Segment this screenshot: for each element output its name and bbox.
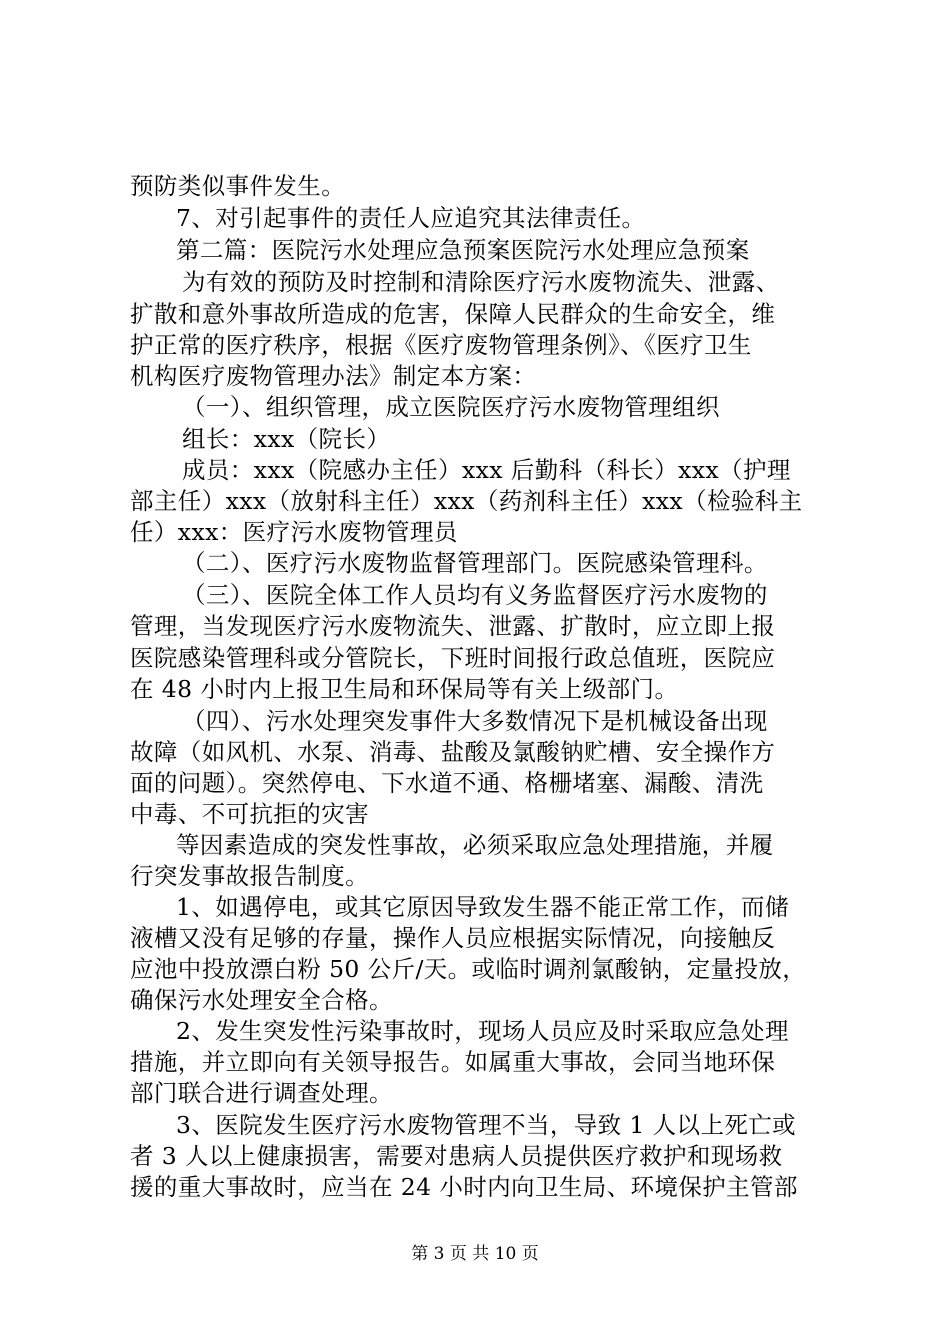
- text-line: 面的问题）。突然停电、下水道不通、格栅堵塞、漏酸、清洗: [130, 769, 764, 797]
- text-line: 成员：xxx（院感办主任）xxx 后勤科（科长）xxx（护理: [182, 456, 791, 484]
- text-line: 2、发生突发性污染事故时，现场人员应及时采取应急处理: [176, 1017, 789, 1045]
- text-line: 在 48 小时内上报卫生局和环保局等有关上级部门。: [130, 675, 679, 703]
- text-line: 中毒、不可抗拒的灾害: [130, 800, 369, 828]
- text-line: （四）、污水处理突发事件大多数情况下是机械设备出现: [182, 707, 768, 735]
- text-line: 应池中投放漂白粉 50 公斤/天。或临时调剂氯酸钠，定量投放，: [130, 955, 807, 983]
- text-line: 援的重大事故时，应当在 24 小时内向卫生局、环境保护主管部: [130, 1173, 798, 1201]
- text-line: 行突发事故报告制度。: [130, 862, 369, 890]
- text-line: 扩散和意外事故所造成的危害，保障人民群众的生命安全，维: [130, 300, 776, 328]
- page-number-footer: 第 3 页 共 10 页: [411, 1244, 539, 1264]
- text-line: 为有效的预防及时控制和清除医疗污水废物流失、泄露、: [182, 268, 780, 296]
- text-line: 等因素造成的突发性事故，必须采取应急处理措施，并履: [176, 831, 774, 859]
- text-line: 者 3 人以上健康损害，需要对患病人员提供医疗救护和现场救: [130, 1142, 783, 1170]
- text-line: 管理，当发现医疗污水废物流失、泄露、扩散时，应立即上报: [130, 612, 776, 640]
- text-line: 护正常的医疗秩序，根据《医疗废物管理条例》、《医疗卫生: [130, 331, 752, 359]
- text-line: 部门联合进行调查处理。: [130, 1079, 393, 1107]
- text-line: 3、医院发生医疗污水废物管理不当，导致 1 人以上死亡或: [176, 1111, 797, 1139]
- text-line: 措施，并立即向有关领导报告。如属重大事故，会同当地环保: [130, 1048, 776, 1076]
- text-line: 液槽又没有足够的存量，操作人员应根据实际情况，向接触反: [130, 924, 776, 952]
- text-line: 任）xxx：医疗污水废物管理员: [130, 518, 458, 546]
- text-line: 机构医疗废物管理办法》制定本方案：: [130, 362, 537, 390]
- text-line: （一）、组织管理，成立医院医疗污水废物管理组织: [182, 393, 720, 421]
- section-heading: 第二篇：医院污水处理应急预案医院污水处理应急预案: [176, 236, 750, 264]
- text-line: 确保污水处理安全合格。: [130, 986, 393, 1014]
- text-line: 7、对引起事件的责任人应追究其法律责任。: [176, 204, 646, 232]
- text-line: 医院感染管理科或分管院长，下班时间报行政总值班，医院应: [130, 644, 776, 672]
- text-line: （三）、医院全体工作人员均有义务监督医疗污水废物的: [182, 581, 768, 609]
- text-line: 故障（如风机、水泵、消毒、盐酸及氯酸钠贮槽、安全操作方: [130, 738, 776, 766]
- text-line: （二）、医疗污水废物监督管理部门。医院感染管理科。: [182, 549, 768, 577]
- text-line: 部主任）xxx（放射科主任）xxx（药剂科主任）xxx（检验科主: [130, 487, 803, 515]
- text-line: 1、如遇停电，或其它原因导致发生器不能正常工作，而储: [176, 893, 789, 921]
- text-line: 预防类似事件发生。: [130, 172, 346, 200]
- text-line: 组长：xxx（院长）: [182, 425, 391, 453]
